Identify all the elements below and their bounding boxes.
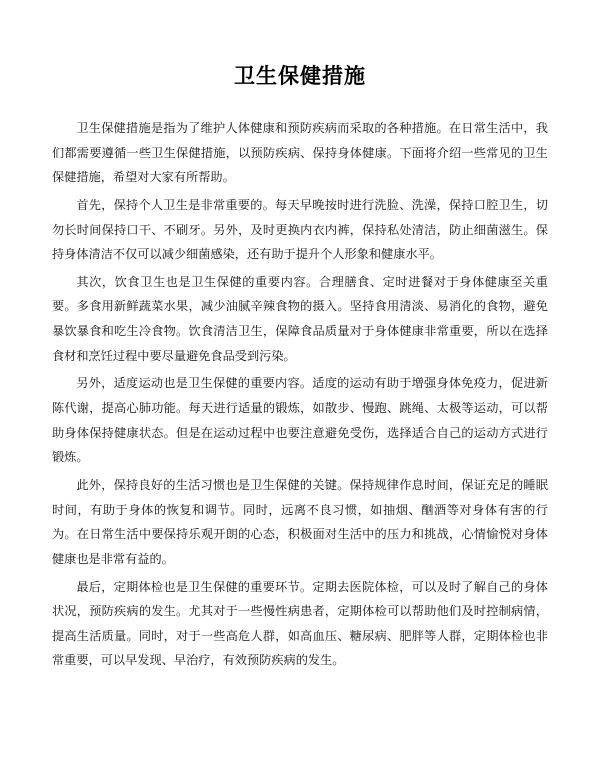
paragraph: 另外，适度运动也是卫生保健的重要内容。适度的运动有助于增强身体免疫力，促进新陈代谢，提高心肺功能。每天进行适量的锻炼，如散步、慢跑、跳绳、太极等运动，可以帮助身体保持健康状态。但是在运动过程中也要注意避免受伤，选择适合自己的运动方式进行锻炼。 <box>52 376 548 465</box>
paragraph: 此外，保持良好的生活习惯也是卫生保健的关键。保持规律作息时间，保证充足的睡眠时间，有助于身体的恢复和调节。同时，远离不良习惯，如抽烟、酗酒等对身体有害的行为。在日常生活中要保持乐观开朗的心态，积极面对生活中的压力和挑战，心情愉悦对身体健康也是非常有益的。 <box>52 477 548 566</box>
paragraph: 其次，饮食卫生也是卫生保健的重要内容。合理膳食、定时进餐对于身体健康至关重要。多食用新鲜蔬菜水果，减少油腻辛辣食物的摄入。坚持食用清淡、易消化的食物，避免暴饮暴食和吃生冷食物。饮食清洁卫生，保障食品质量对于身体健康非常重要，所以在选择食材和烹饪过程中要尽量避免食品受到污染。 <box>52 274 548 363</box>
document-body <box>52 116 548 673</box>
page-title: 卫生保健措施 <box>234 64 366 88</box>
paragraph: 卫生保健措施是指为了维护人体健康和预防疾病而采取的各种措施。在日常生活中，我们都需要遵循一些卫生保健措施，以预防疾病、保持身体健康。下面将介绍一些常见的卫生保健措施，希望对大家有所帮助。 <box>52 121 548 185</box>
paragraph: 首先，保持个人卫生是非常重要的。每天早晚按时进行洗脸、洗澡，保持口腔卫生，切勿长时间保持口干、不刷牙。另外，及时更换内衣内裤，保持私处清洁，防止细菌滋生。保持身体清洁不仅可以减少细菌感染，还有助于提升个人形象和健康水平。 <box>52 197 548 262</box>
paragraph: 最后，定期体检也是卫生保健的重要环节。定期去医院体检，可以及时了解自己的身体状况，预防疾病的发生。尤其对于一些慢性病患者，定期体检可以帮助他们及时控制病情，提高生活质量。同时，对于一些高危人群，如高血压、糖尿病、肥胖等人群，定期体检也非常重要，可以早发现、早治疗，有效预防疾病的发生。 <box>52 579 548 668</box>
